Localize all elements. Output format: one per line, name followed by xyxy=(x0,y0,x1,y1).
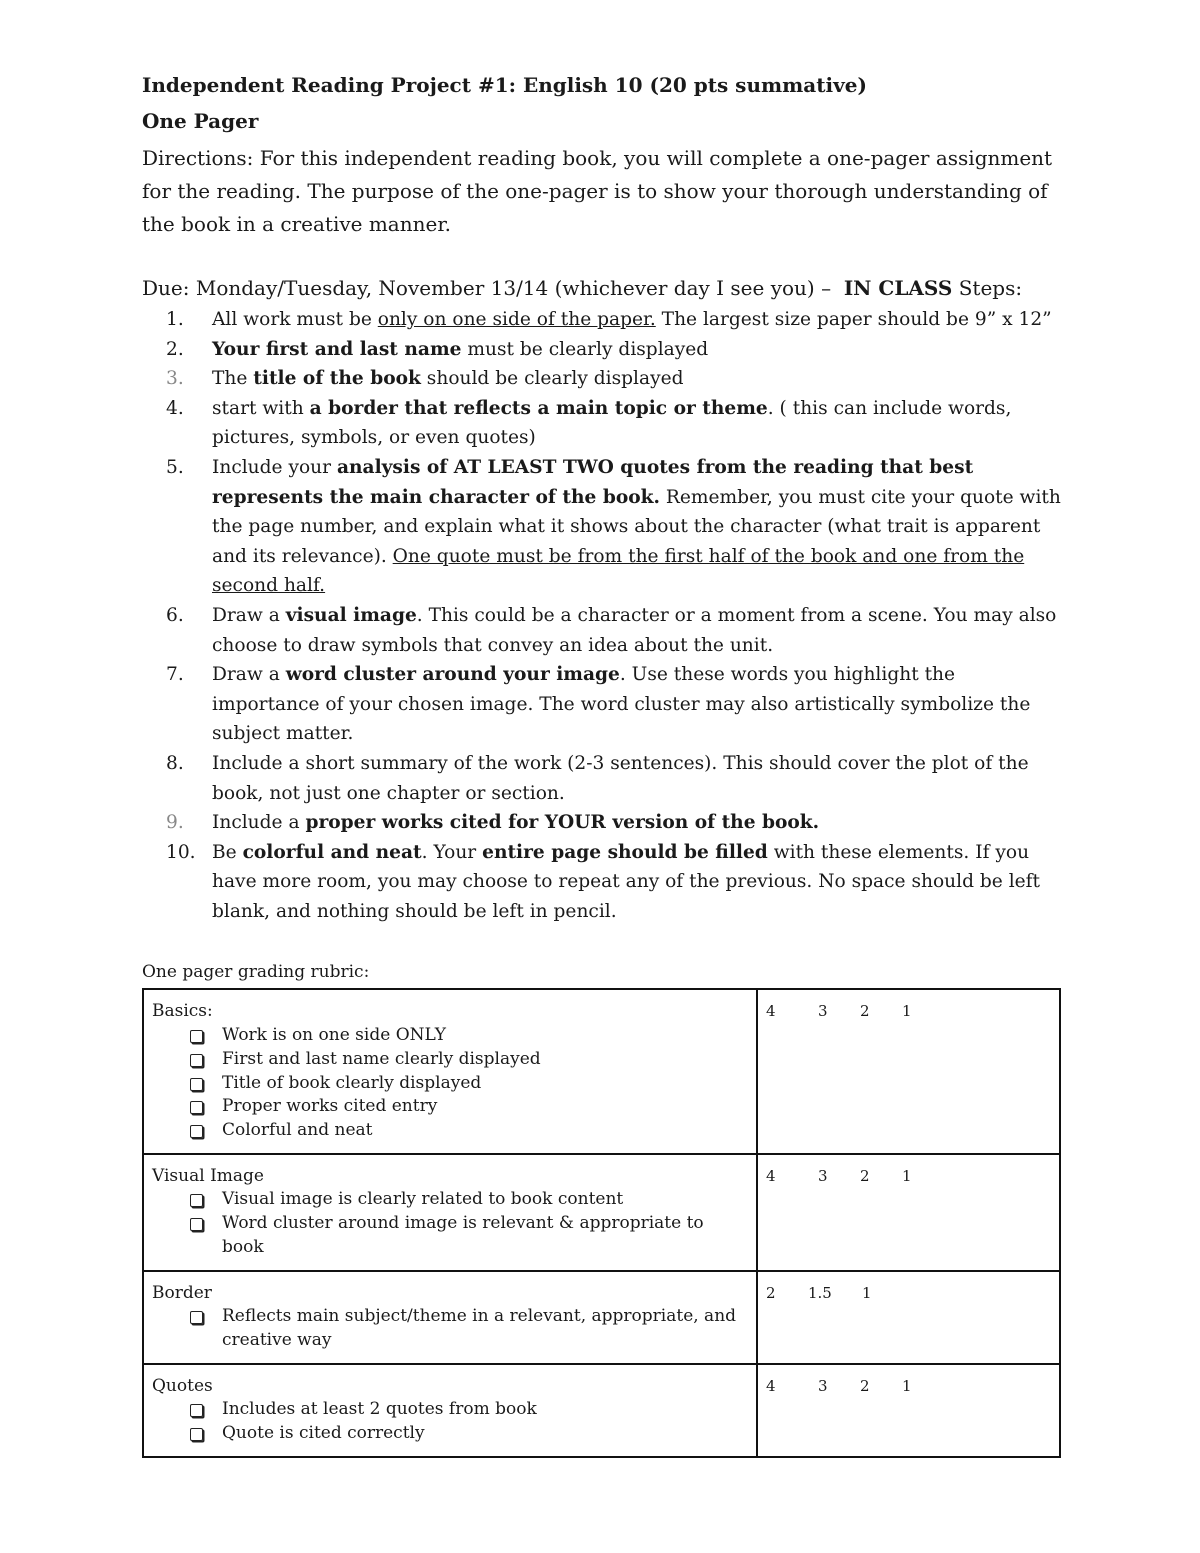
step-text: All work must be xyxy=(212,309,378,330)
rubric-item xyxy=(188,1305,750,1352)
step-text: Your first and last name xyxy=(212,338,462,360)
step-text: . ( this can include words, pictures, symbols, or even quotes) xyxy=(212,397,1012,449)
rubric-item xyxy=(188,1048,750,1072)
checkbox-icon xyxy=(190,1125,203,1138)
step-item xyxy=(142,749,1062,808)
step-number: 3. xyxy=(166,368,184,390)
rubric-category: Visual Image xyxy=(152,1165,264,1186)
checkbox-icon xyxy=(190,1078,203,1091)
score-value: 4 xyxy=(766,1376,776,1395)
step-text: Be xyxy=(212,841,243,863)
step-text: analysis of AT LEAST TWO quotes from the reading that best represents the main character of the book. xyxy=(212,456,974,508)
rubric-row xyxy=(143,1364,1060,1457)
document-page xyxy=(142,70,1062,1458)
directions-text: Directions: For this independent reading book, you will complete a one-pager assignment for the reading. The purpose of the one-pager is to show your thorough understanding of the book in a creative manner. xyxy=(142,146,1053,236)
rubric-score-cell xyxy=(757,989,1060,1153)
step-text: proper works cited for YOUR version of the book. xyxy=(305,812,820,834)
rubric-item-text: Includes at least 2 quotes from book xyxy=(222,1399,537,1420)
rubric-score-cell xyxy=(757,1364,1060,1457)
step-text: should be clearly displayed xyxy=(420,368,684,390)
rubric-score-cell xyxy=(757,1154,1060,1271)
step-text: colorful and neat xyxy=(242,841,422,863)
step-number: 9. xyxy=(166,812,184,834)
step-number: 10. xyxy=(166,841,196,863)
step-text: The xyxy=(212,368,254,390)
checkbox-icon xyxy=(190,1428,203,1441)
step-text: entire page should be filled xyxy=(482,841,768,863)
score-value: 3 xyxy=(818,1376,828,1395)
due-suffix: Steps: xyxy=(958,276,1023,300)
step-number: 1. xyxy=(166,309,184,330)
step-text: Include your xyxy=(212,456,337,478)
step-text: Include a short summary of the work (2-3 sentences). This should cover the plot of the book, not just one chapter or section. xyxy=(212,752,1029,804)
rubric-item-text: First and last name clearly displayed xyxy=(222,1048,541,1069)
step-text: a border that reflects a main topic or theme xyxy=(309,397,768,419)
step-number: 6. xyxy=(166,604,184,626)
checkbox-icon xyxy=(190,1054,203,1067)
step-item xyxy=(142,838,1062,927)
score-value: 4 xyxy=(766,1166,776,1185)
step-text: Include a xyxy=(212,812,306,834)
rubric-table xyxy=(142,988,1061,1457)
score-value: 3 xyxy=(818,1002,828,1021)
rubric-item-text: Word cluster around image is relevant & appropriate to book xyxy=(222,1213,704,1257)
rubric-criteria-cell xyxy=(143,1154,757,1271)
rubric-item-text: Colorful and neat xyxy=(222,1119,373,1140)
step-item xyxy=(142,394,1062,453)
step-text: Draw a xyxy=(212,604,286,626)
checkbox-icon xyxy=(190,1404,203,1417)
step-text: One quote must be from the first half of the book and one from the second half. xyxy=(212,545,1025,597)
rubric-item xyxy=(188,1095,750,1119)
score-value: 1 xyxy=(902,1166,912,1185)
step-number: 5. xyxy=(166,456,184,478)
score-value: 2 xyxy=(860,1166,870,1185)
rubric-category: Basics: xyxy=(152,1001,213,1022)
rubric-score-cell xyxy=(757,1271,1060,1364)
rubric-label: One pager grading rubric: xyxy=(142,962,370,983)
score-value: 1 xyxy=(902,1002,912,1021)
rubric-criteria-cell xyxy=(143,989,757,1153)
step-text: . This could be a character or a moment from a scene. You may also choose to draw symbols that convey an idea about the unit. xyxy=(212,604,1057,656)
rubric-row xyxy=(143,1271,1060,1364)
rubric-item xyxy=(188,1188,750,1212)
rubric-item xyxy=(188,1422,750,1446)
score-value: 2 xyxy=(860,1002,870,1021)
score-value: 1 xyxy=(862,1283,872,1302)
score-value: 1 xyxy=(902,1376,912,1395)
checkbox-icon xyxy=(190,1030,203,1043)
step-text: only on one side of the paper. xyxy=(377,309,656,330)
rubric-item-text: Reflects main subject/theme in a relevant, appropriate, and creative way xyxy=(222,1306,737,1350)
step-text: title of the book xyxy=(253,368,421,390)
steps-list xyxy=(142,305,1062,926)
rubric-item-text: Proper works cited entry xyxy=(222,1096,438,1117)
checkbox-icon xyxy=(190,1194,203,1207)
score-value: 4 xyxy=(766,1002,776,1021)
checkbox-icon xyxy=(190,1311,203,1324)
step-item xyxy=(142,335,1062,365)
due-emphasis: IN CLASS xyxy=(843,276,953,300)
rubric-criteria-cell xyxy=(143,1364,757,1457)
rubric-criteria-cell xyxy=(143,1271,757,1364)
step-item xyxy=(142,601,1062,660)
rubric-item xyxy=(188,1024,750,1048)
step-item xyxy=(142,364,1062,394)
step-item xyxy=(142,305,1062,335)
step-text: word cluster around your image xyxy=(285,664,620,686)
step-text: must be clearly displayed xyxy=(461,338,709,360)
score-value: 2 xyxy=(860,1376,870,1395)
step-item xyxy=(142,660,1062,749)
rubric-item xyxy=(188,1072,750,1096)
step-text: Draw a xyxy=(212,664,286,686)
step-number: 7. xyxy=(166,664,184,686)
step-text: Remember, you must cite your quote with the page number, and explain what it shows about the character (what trait is apparent and its relevance). xyxy=(212,486,1061,567)
rubric-item xyxy=(188,1119,750,1143)
checkbox-icon xyxy=(190,1101,203,1114)
rubric-row xyxy=(143,1154,1060,1271)
rubric-category: Border xyxy=(152,1282,212,1303)
checkbox-icon xyxy=(190,1218,203,1231)
step-text: with these elements. If you have more room, you may choose to repeat any of the previous. No space should be left blank, and nothing should be left in pencil. xyxy=(212,841,1041,922)
rubric-item-text: Work is on one side ONLY xyxy=(222,1025,446,1046)
due-prefix: Due: Monday/Tuesday, November 13/14 (whichever day I see you) – xyxy=(142,276,832,300)
step-item xyxy=(142,808,1062,838)
step-text: The largest size paper should be 9” x 12” xyxy=(655,309,1052,330)
score-value: 3 xyxy=(818,1166,828,1185)
score-value: 2 xyxy=(766,1283,776,1302)
page-title: Independent Reading Project #1: English 10 (20 pts summative) xyxy=(142,73,867,97)
page-subtitle: One Pager xyxy=(142,109,259,133)
rubric-row xyxy=(143,989,1060,1153)
score-value: 1.5 xyxy=(808,1283,832,1302)
rubric-item-text: Title of book clearly displayed xyxy=(222,1072,482,1093)
step-number: 2. xyxy=(166,338,184,360)
step-text: visual image xyxy=(285,604,417,626)
rubric-category: Quotes xyxy=(152,1375,213,1396)
rubric-item xyxy=(188,1398,750,1422)
due-line xyxy=(142,273,1062,303)
step-number: 4. xyxy=(166,397,184,419)
step-text: . Use these words you highlight the importance of your chosen image. The word cluster may also artistically symbolize the subject matter. xyxy=(212,664,1031,745)
rubric-item-text: Quote is cited correctly xyxy=(222,1423,425,1444)
step-number: 8. xyxy=(166,752,184,774)
rubric-item xyxy=(188,1212,750,1259)
rubric-item-text: Visual image is clearly related to book content xyxy=(222,1189,624,1210)
step-text: . Your xyxy=(421,841,483,863)
step-item xyxy=(142,453,1062,601)
step-text: start with xyxy=(212,397,310,419)
